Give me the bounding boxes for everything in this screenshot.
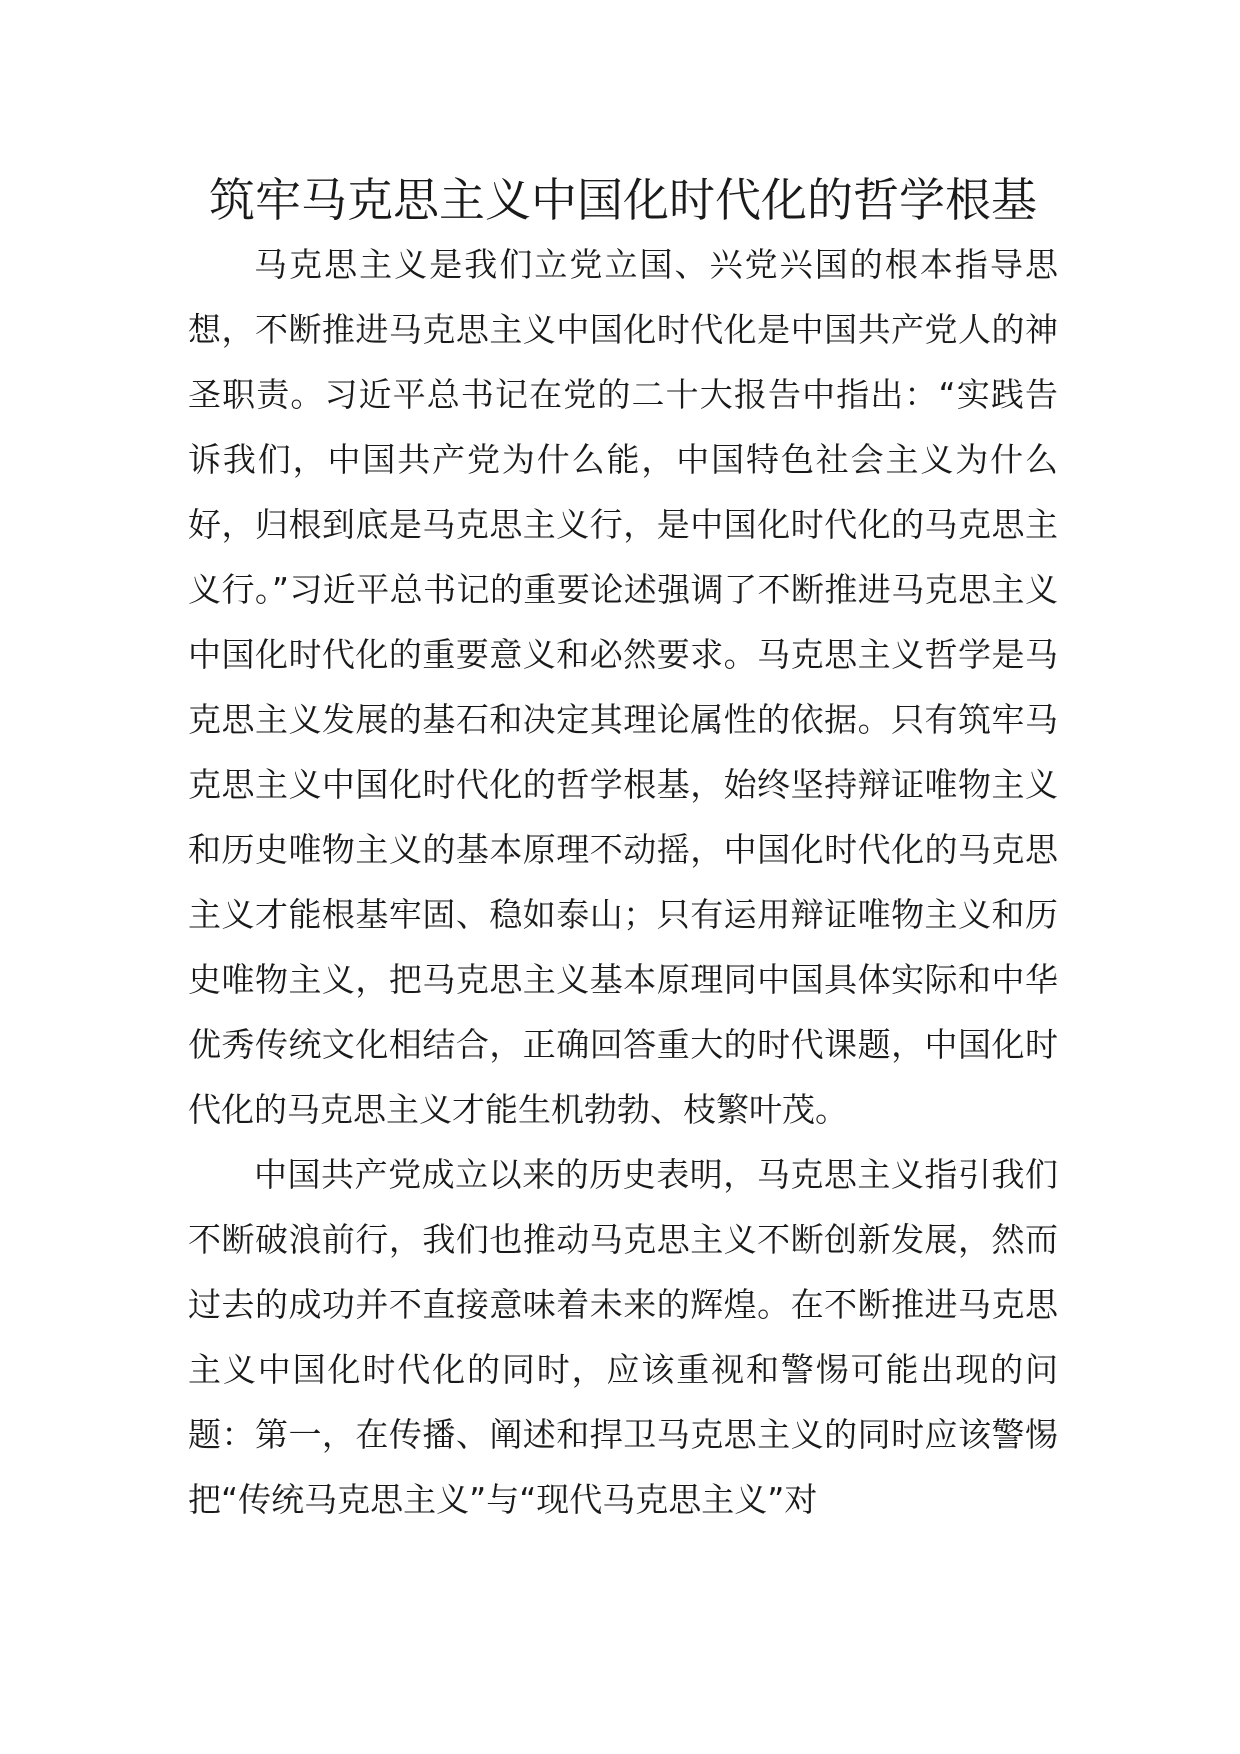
- paragraph-1: 马克思主义是我们立党立国、兴党兴国的根本指导思想，不断推进马克思主义中国化时代化是中国共产党人的神圣职责。习近平总书记在党的二十大报告中指出：“实践告诉我们，中国共产党为什么能，中国特色社会主义为什么好，归根到底是马克思主义行，是中国化时代化的马克思主义行。”习近平总书记的重要论述强调了不断推进马克思主义中国化时代化的重要意义和必然要求。马克思主义哲学是马克思主义发展的基石和决定其理论属性的依据。只有筑牢马克思主义中国化时代化的哲学根基，始终坚持辩证唯物主义和历史唯物主义的基本原理不动摇，中国化时代化的马克思主义才能根基牢固、稳如泰山；只有运用辩证唯物主义和历史唯物主义，把马克思主义基本原理同中国具体实际和中华优秀传统文化相结合，正确回答重大的时代课题，中国化时代化的马克思主义才能生机勃勃、枝繁叶茂。: [188, 245, 1058, 1129]
- document-title: 筑牢马克思主义中国化时代化的哲学根基: [209, 173, 1037, 227]
- paragraph-2: 中国共产党成立以来的历史表明，马克思主义指引我们不断破浪前行，我们也推动马克思主义不断创新发展，然而过去的成功并不直接意味着未来的辉煌。在不断推进马克思主义中国化时代化的同时，应该重视和警惕可能出现的问题：第一，在传播、阐述和捍卫马克思主义的同时应该警惕把“传统马克思主义”与“现代马克思主义”对: [188, 1155, 1058, 1519]
- document-body: [188, 168, 1058, 1532]
